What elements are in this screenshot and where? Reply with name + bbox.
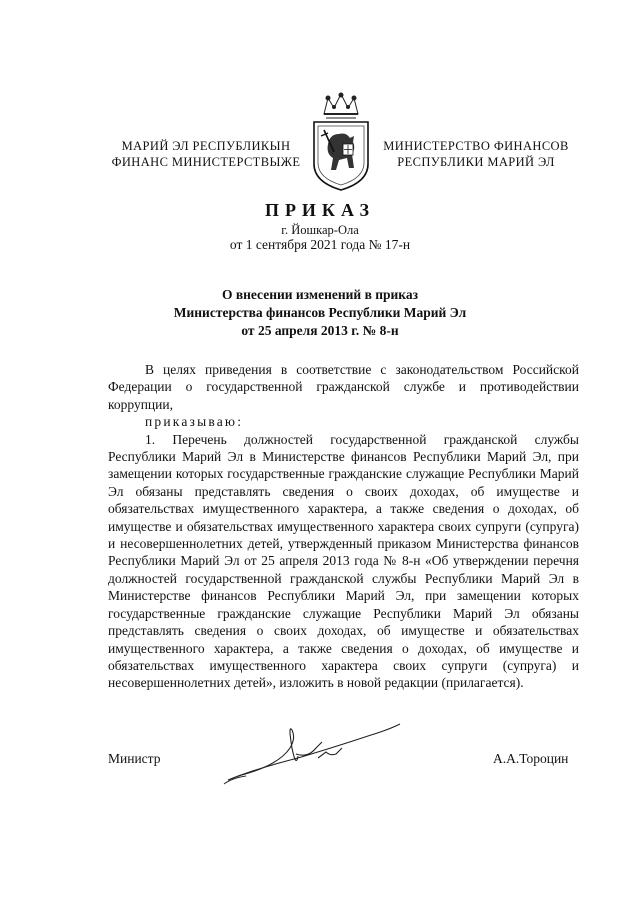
- subject-line-3: от 25 апреля 2013 г. № 8-н: [241, 323, 399, 338]
- handwritten-signature: [218, 718, 408, 788]
- header-right-line-1: МИНИСТЕРСТВО ФИНАНСОВ: [383, 139, 569, 153]
- document-body: [108, 361, 579, 692]
- header-right-russian: [376, 138, 576, 170]
- item-1-paragraph: 1. Перечень должностей государственной гражданской службы Республики Марий Эл в Министерстве финансов Республики Марий Эл, при замещении которых государственные гражданские служащие Республики Марий Эл обязаны представлять сведения о своих доходах, об имуществе и обязательствах имущественного характера, а также сведения о доходах, об имуществе и обязательствах имущественного характера своих супруги (супруга) и несовершеннолетних детей, утвержденный приказом Министерства финансов Республики Марий Эл от 25 апреля 2013 года № 8-н «Об утверждении перечня должностей государственной гражданской службы Республики Марий Эл в Министерстве финансов Республики Марий Эл, при замещении которых государственные гражданские служащие Республики Марий Эл обязаны представлять сведения о своих доходах, об имуществе и обязательствах имущественного характера, а также сведения о доходах, об имуществе и обязательствах имущественного характера своих супруги (супруга) и несовершеннолетних детей», изложить в новой редакции (прилагается).: [108, 431, 579, 691]
- subject-line-1: О внесении изменений в приказ: [221, 287, 419, 302]
- preamble-paragraph: В целях приведения в соответствие с законодательством Российской Федерации о государственной гражданской службе и противодействии коррупции,: [108, 362, 579, 412]
- coat-of-arms-icon: [306, 92, 376, 192]
- header-left-line-1: МАРИЙ ЭЛ РЕСПУБЛИКЫН: [121, 139, 291, 153]
- subject-line-2: Министерства финансов Республики Марий Эл: [173, 305, 467, 320]
- signatory-name: А.А.Тороцин: [493, 751, 569, 766]
- header-left-line-2: ФИНАНС МИНИСТЕРСТВЫЖЕ: [111, 155, 301, 169]
- header-right-line-2: РЕСПУБЛИКИ МАРИЙ ЭЛ: [397, 155, 555, 169]
- document-title: ПРИКАЗ: [264, 200, 376, 220]
- header-left-mari: [106, 138, 306, 170]
- document-date: от 1 сентября 2021 года № 17-н: [229, 237, 411, 252]
- document-city: г. Йошкар-Ола: [281, 223, 359, 237]
- document-subject: [0, 286, 640, 340]
- signatory-position: Министр: [108, 751, 161, 766]
- order-word: приказываю:: [145, 414, 244, 430]
